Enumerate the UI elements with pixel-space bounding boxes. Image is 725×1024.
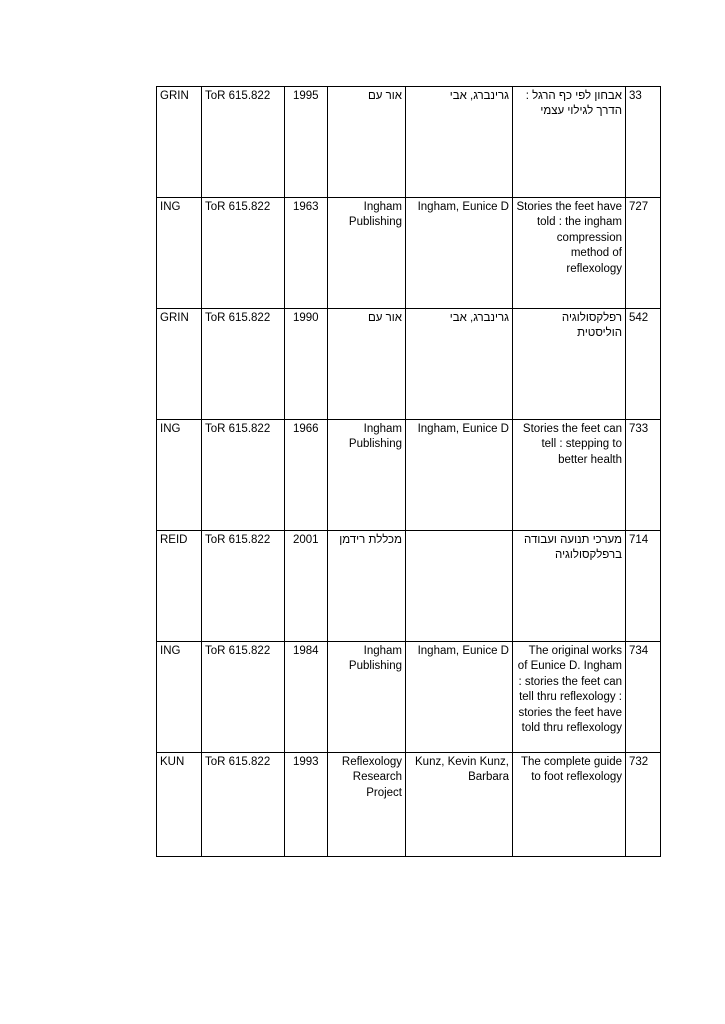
year-cell: 1995 bbox=[285, 87, 328, 198]
year-cell: 1963 bbox=[285, 198, 328, 309]
record-id-cell: 727 bbox=[626, 198, 661, 309]
record-id-cell: 714 bbox=[626, 531, 661, 642]
author-cell: גרינברג, אבי bbox=[406, 309, 513, 420]
call-number-cell: GRIN bbox=[157, 309, 202, 420]
title-cell bbox=[513, 753, 626, 857]
title-cell bbox=[513, 531, 626, 642]
record-id-cell: 734 bbox=[626, 642, 661, 753]
table-row bbox=[157, 420, 661, 531]
publisher-cell: Ingham Publishing bbox=[328, 642, 406, 753]
classification-cell: ToR 615.822 bbox=[202, 309, 285, 420]
call-number-cell: ING bbox=[157, 420, 202, 531]
title-cell bbox=[513, 87, 626, 198]
publisher-cell: אור עם bbox=[328, 87, 406, 198]
title-text: The original works of Eunice D. Ingham : stories the feet can tell thru reflexology : stories the feet have told thru reflexology bbox=[517, 645, 622, 735]
title-text: מערכי תנועה ועבודה ברפלקסולוגיה bbox=[524, 534, 622, 562]
author-cell bbox=[406, 531, 513, 642]
catalog-table bbox=[156, 86, 661, 857]
title-cell bbox=[513, 198, 626, 309]
table-row bbox=[157, 309, 661, 420]
classification-cell: ToR 615.822 bbox=[202, 753, 285, 857]
title-cell bbox=[513, 420, 626, 531]
classification-cell: ToR 615.822 bbox=[202, 87, 285, 198]
title-text: The complete guide to foot reflexology bbox=[520, 756, 622, 784]
table-row bbox=[157, 198, 661, 309]
table-row bbox=[157, 531, 661, 642]
call-number-cell: ING bbox=[157, 642, 202, 753]
record-id-cell: 542 bbox=[626, 309, 661, 420]
year-cell: 1984 bbox=[285, 642, 328, 753]
publisher-cell: מכללת רידמן bbox=[328, 531, 406, 642]
publisher-cell: Reflexology Research Project bbox=[328, 753, 406, 857]
author-cell: Kunz, Kevin Kunz, Barbara bbox=[406, 753, 513, 857]
author-cell: Ingham, Eunice D bbox=[406, 420, 513, 531]
call-number-cell: KUN bbox=[157, 753, 202, 857]
call-number-cell: ING bbox=[157, 198, 202, 309]
title-text: אבחון לפי כף הרגל : הדרך לגילוי עצמי bbox=[525, 90, 622, 118]
publisher-cell: אור עם bbox=[328, 309, 406, 420]
classification-cell: ToR 615.822 bbox=[202, 531, 285, 642]
table-row bbox=[157, 642, 661, 753]
title-cell bbox=[513, 309, 626, 420]
publisher-cell: Ingham Publishing bbox=[328, 198, 406, 309]
author-cell: גרינברג, אבי bbox=[406, 87, 513, 198]
title-cell bbox=[513, 642, 626, 753]
year-cell: 1993 bbox=[285, 753, 328, 857]
author-cell: Ingham, Eunice D bbox=[406, 642, 513, 753]
year-cell: 1990 bbox=[285, 309, 328, 420]
record-id-cell: 33 bbox=[626, 87, 661, 198]
table-row bbox=[157, 87, 661, 198]
author-cell: Ingham, Eunice D bbox=[406, 198, 513, 309]
title-text: רפלקסולוגיה הוליסטית bbox=[561, 312, 622, 340]
classification-cell: ToR 615.822 bbox=[202, 642, 285, 753]
title-text: Stories the feet have told : the ingham compression method of reflexology bbox=[516, 201, 622, 275]
classification-cell: ToR 615.822 bbox=[202, 420, 285, 531]
record-id-cell: 732 bbox=[626, 753, 661, 857]
classification-cell: ToR 615.822 bbox=[202, 198, 285, 309]
call-number-cell: GRIN bbox=[157, 87, 202, 198]
title-text: Stories the feet can tell : stepping to better health bbox=[522, 423, 622, 466]
year-cell: 2001 bbox=[285, 531, 328, 642]
table-row bbox=[157, 753, 661, 857]
record-id-cell: 733 bbox=[626, 420, 661, 531]
publisher-cell: Ingham Publishing bbox=[328, 420, 406, 531]
year-cell: 1966 bbox=[285, 420, 328, 531]
call-number-cell: REID bbox=[157, 531, 202, 642]
